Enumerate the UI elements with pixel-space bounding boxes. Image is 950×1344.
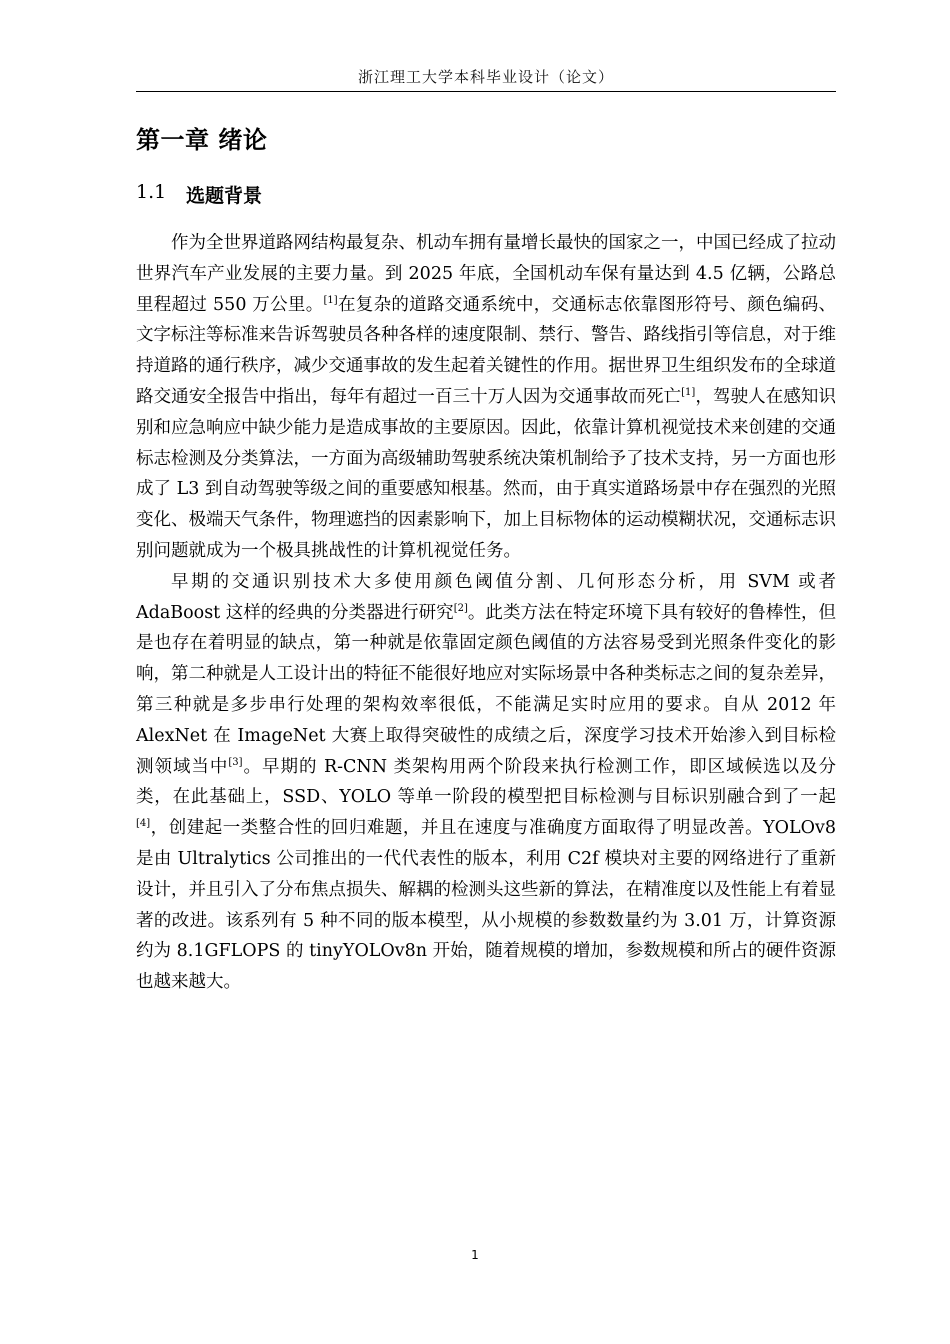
paragraph-text: ，驾驶人在感知识别和应急响应中缺少能力是造成事故的主要原因。因此，依靠计算机视觉技术来创建的交通标志检测及分类算法，一方面为高级辅助驾驶系统决策机制给予了技术支持，另一方面也形成了 L3 到自动驾驶等级之间的重要感知根基。然而，由于真实道路场景中存在强烈的光照变化、极端天气条件，物理遮挡的因素影响下，加上目标物体的运动模糊状况，交通标志识别问题就成为一个极具挑战性的计算机视觉任务。 <box>136 386 837 561</box>
paragraph-text: 早期的交通识别技术大多使用颜色阈值分割、几何形态分析，用 SVM 或者 AdaBoost 这样的经典的分类器进行研究 <box>136 571 836 623</box>
citation-ref: [2] <box>453 602 468 614</box>
chapter-title: 第一章 绪论 <box>136 126 268 154</box>
citation-ref: [3] <box>228 756 243 768</box>
paragraph-text: 在复杂的道路交通系统中，交通标志依靠图形符号、颜色编码、文字标注等标准来告诉驾驶员各种各样的速度限制、禁行、警告、路线指引等信息，对于维持道路的通行秩序，减少交通事故的发生起着关键性的作用。据世界卫生组织发布的全球道路交通安全报告中指出，每年有超过一百三十万人因为交通事故而死亡 <box>136 294 836 407</box>
paragraph-text: 。此类方法在特定环境下具有较好的鲁棒性，但是也存在着明显的缺点，第一种就是依靠固定颜色阈值的方法容易受到光照条件变化的影响，第二种就是人工设计出的特征不能很好地应对实际场景中各种类标志之间的复杂差异，第三种就是多步串行处理的架构效率很低，不能满足实时应用的要求。自从 2012 年 AlexNet 在 ImageNet 大赛上取得突破性的成绩之后，深度学习技术开始渗入到目标检测领域当中 <box>136 602 837 777</box>
running-header: 浙江理工大学本科毕业设计（论文） <box>357 68 614 86</box>
section-title: 选题背景 <box>186 185 263 207</box>
section-heading <box>136 181 262 208</box>
body-text <box>136 228 836 998</box>
citation-ref: [1] <box>323 294 338 306</box>
citation-ref: [1] <box>681 387 696 399</box>
section-number: 1.1 <box>136 181 167 203</box>
paragraph-2 <box>136 567 836 998</box>
paragraph-text: ，创建起一类整合性的回归难题，并且在速度与准确度方面取得了明显改善。YOLOv8 是由 Ultralytics 公司推出的一代代表性的版本，利用 C2f 模块对主要的网络进行了重新设计，并且引入了分布焦点损失、解耦的检测头这些新的算法，在精准度以及性能上有着显著的改进。该系列有 5 种不同的版本模型，从小规模的参数数量约为 3.01 万，计算资源约为 8.1GFLOPS 的 tinyYOLOv8n 开始，随着规模的增加，参数规模和所占的硬件资源也越来越大。 <box>136 818 836 993</box>
citation-ref: [4] <box>136 818 151 830</box>
header-rule <box>136 91 836 92</box>
page-number: 1 <box>471 1248 479 1262</box>
paragraph-1 <box>136 228 836 567</box>
paragraph-text: 。早期的 R-CNN 类架构用两个阶段来执行检测工作，即区域候选以及分类，在此基础上，SSD、YOLO 等单一阶段的模型把目标检测与目标识别融合到了一起 <box>136 756 836 808</box>
paragraph-text: 作为全世界道路网结构最复杂、机动车拥有量增长最快的国家之一，中国已经成了拉动世界汽车产业发展的主要力量。到 2025 年底，全国机动车保有量达到 4.5 亿辆，公路总里程超过 550 万公里。 <box>136 233 836 315</box>
